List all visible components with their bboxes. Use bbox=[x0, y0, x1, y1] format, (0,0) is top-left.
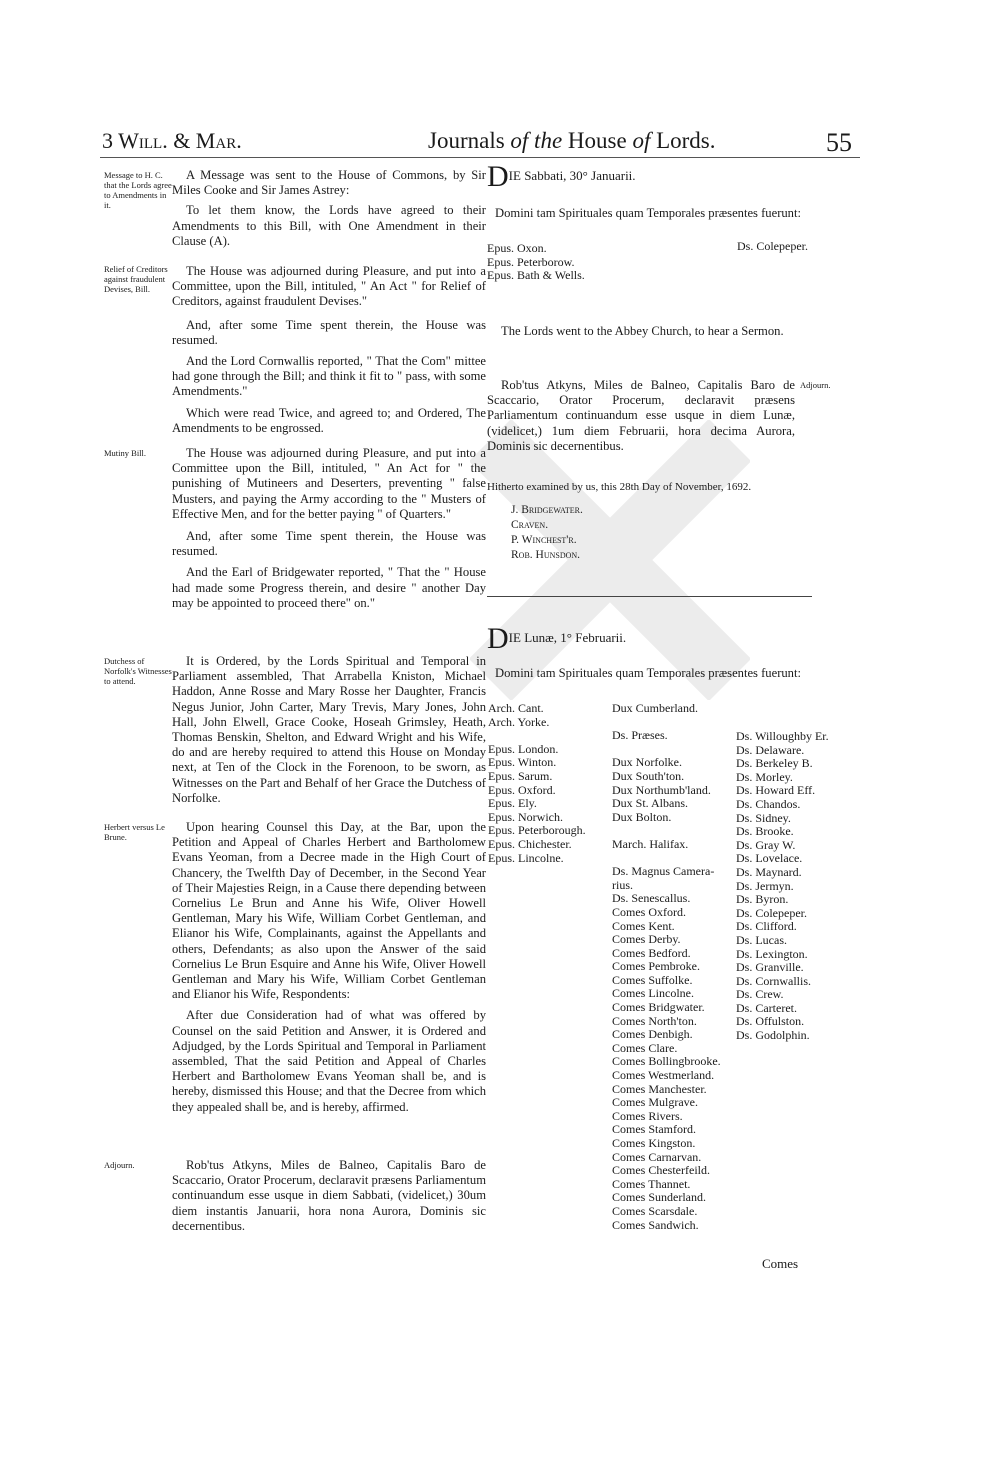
list-item: Dux Norfolke. bbox=[612, 755, 682, 770]
list-item: Comes Sandwich. bbox=[612, 1217, 699, 1232]
drop-initial: D bbox=[487, 622, 509, 655]
list-item: Epus. Chichester. bbox=[488, 836, 572, 851]
list-item: Ds. Maynard. bbox=[736, 864, 802, 879]
list-item: Ds. Cornwallis. bbox=[736, 973, 811, 988]
list-item: Epus. Ely. bbox=[488, 796, 537, 811]
message-block bbox=[172, 168, 486, 249]
list-item: Comes Pembroke. bbox=[612, 959, 700, 974]
header-rule bbox=[100, 157, 860, 158]
list-item: Epus. Oxon. bbox=[487, 241, 547, 255]
list-item: Comes Bollingbrooke. bbox=[612, 1054, 721, 1069]
list-item: Ds. Jermyn. bbox=[736, 878, 794, 893]
list-item: Comes Oxford. bbox=[612, 904, 686, 919]
list-item: Comes Derby. bbox=[612, 932, 681, 947]
margin-note-adjourn-left: Adjourn. bbox=[104, 1160, 135, 1170]
paragraph: Rob'tus Atkyns, Miles de Balneo, Capitalis Baro de Scaccario, Orator Procerum, declaravit præsens Parliamentum continuandum esse usque in diem Lunæ, (videlicet,) 1um diem Februarii, hora decima Aurora, Dominis sic decernentibus. bbox=[487, 378, 795, 453]
margin-note-mutiny: Mutiny Bill. bbox=[104, 448, 147, 458]
list-item: Ds. Delaware. bbox=[736, 742, 805, 757]
list-item: Ds. Chandos. bbox=[736, 796, 801, 811]
title-of-the: of the bbox=[510, 128, 563, 153]
title-of: of bbox=[632, 128, 651, 153]
paragraph: The House was adjourned during Pleasure, and put into a Committee, upon the Bill, intituled, " An Act " for Relief of Creditors, against fraudulent Devises." bbox=[172, 264, 486, 309]
list-item: Epus. Sarum. bbox=[488, 768, 553, 783]
list-item: Ds. Godolphin. bbox=[736, 1028, 810, 1043]
herbert-block bbox=[172, 820, 486, 1115]
list-item: Comes Chesterfeild. bbox=[612, 1163, 710, 1178]
list-item: Ds. Granville. bbox=[736, 960, 804, 975]
present-list-1-left bbox=[487, 242, 585, 283]
list-item: Ds. Præses. bbox=[612, 728, 668, 743]
list-item: Ds. Lexington. bbox=[736, 946, 808, 961]
sermon-paragraph bbox=[487, 324, 809, 339]
attendance-list-bishops bbox=[488, 702, 586, 865]
adjourn-left-block bbox=[172, 1158, 486, 1234]
section-divider bbox=[487, 596, 812, 597]
list-item: Comes Scarsdale. bbox=[612, 1203, 698, 1218]
list-item bbox=[612, 824, 721, 838]
list-item: Ds. Senescallus. bbox=[612, 891, 691, 906]
margin-note-message: Message to H. C. that the Lords agree to Amendments in it. bbox=[104, 170, 172, 210]
mutiny-block bbox=[172, 446, 486, 611]
list-item: Comes Westmerland. bbox=[612, 1068, 715, 1083]
list-item: Ds. Willoughby Er. bbox=[736, 729, 829, 743]
title-lords: Lords. bbox=[656, 128, 716, 153]
domini-heading-2: Domini tam Spirituales quam Temporales præsentes fuerunt: bbox=[495, 666, 801, 680]
list-item: Epus. Bath & Wells. bbox=[487, 268, 585, 283]
list-item: Ds. Lucas. bbox=[736, 932, 787, 947]
list-item: Dux South'ton. bbox=[612, 768, 685, 783]
list-item: March. Halifax. bbox=[612, 836, 689, 851]
paragraph: Rob'tus Atkyns, Miles de Balneo, Capitalis Baro de Scaccario, Orator Procerum, declaravit præsens Parliamentum continuandum esse usque in diem Sabbati, (videlicet,) 30um diem instantis Januarii, hora nona Aurora, Dominis sic decernentibus. bbox=[172, 1158, 486, 1233]
die-text: IE Lunæ, 1° Februarii. bbox=[508, 630, 627, 645]
list-item bbox=[612, 852, 721, 866]
list-item: Comes Kent. bbox=[612, 918, 675, 933]
running-head-regnal-year: 3 Will. & Mar. bbox=[102, 128, 242, 153]
list-item: Epus. London. bbox=[488, 741, 559, 756]
list-item: Epus. Norwich. bbox=[488, 809, 563, 824]
paragraph: A Message was sent to the House of Commons, by Sir Miles Cooke and Sir James Astrey: bbox=[172, 168, 486, 198]
paragraph: And, after some Time spent therein, the House was resumed. bbox=[172, 317, 486, 347]
dutchess-block bbox=[172, 654, 486, 806]
list-item: Epus. Peterborow. bbox=[487, 254, 575, 269]
present-list-1-right bbox=[737, 240, 808, 254]
list-item: Comes Kingston. bbox=[612, 1136, 696, 1150]
die-heading-saturday bbox=[487, 162, 636, 192]
list-item: Comes Suffolke. bbox=[612, 972, 693, 987]
paragraph: And the Lord Cornwallis reported, " That the Com" mittee had gone through the Bill; and think it fit to " pass, with some Amendments." bbox=[172, 354, 486, 399]
list-item: Comes Bedford. bbox=[612, 945, 691, 960]
list-item: Comes Sunderland. bbox=[612, 1190, 706, 1205]
die-text: IE Sabbati, 30° Januarii. bbox=[508, 168, 636, 183]
paragraph: The House was adjourned during Pleasure, and put into a Committee upon the Bill, intituled, " An Act for " the punishing of Mutineers and Deserters, preventing " false Musters, and paying the Army according to the " Musters of Effective Men, and for the better paying " of Quarters." bbox=[172, 446, 486, 521]
list-item: Comes North'ton. bbox=[612, 1013, 697, 1028]
list-item: Epus. Oxford. bbox=[488, 782, 556, 797]
list-item: Ds. Carteret. bbox=[736, 1000, 797, 1015]
title-house: House bbox=[567, 128, 627, 153]
drop-initial: D bbox=[487, 160, 509, 193]
title-journals: Journals bbox=[428, 128, 505, 153]
list-item: Epus. Winton. bbox=[488, 755, 557, 770]
domini-heading-1: Domini tam Spirituales quam Temporales præsentes fuerunt: bbox=[495, 206, 801, 220]
relief-block bbox=[172, 264, 486, 436]
list-item: Ds. Offulston. bbox=[736, 1014, 805, 1029]
list-item bbox=[612, 716, 721, 730]
list-item: rius. bbox=[612, 877, 633, 892]
paragraph: After due Consideration had of what was offered by Counsel on the said Petition and Answer, it is Ordered and Adjudged, by the Lords Spiritual and Temporal in Parliament assembled, That the said Petition and Appeal of Charles Herbert and Bartholomew Evans Yeoman shall be, and is hereby, dismissed this House; and that the Decree from which they appealed shall be, and is hereby, affirmed. bbox=[172, 1008, 486, 1114]
list-item: Comes Carnarvan. bbox=[612, 1149, 702, 1164]
margin-note-dutchess: Dutchess of Norfolk's Witnesses to attend. bbox=[104, 656, 172, 686]
paragraph: It is Ordered, by the Lords Spiritual and Temporal in Parliament assembled, That Arrabella Kniston, Michael Haddon, Anne Rosse and Mary Rosse her Daughter, Francis Negus Junior, John Carter, Mary Trevis, Mary Jones, John Hall, John Elwell, Grace Cooke, Hoseah Grimsley, Heath, Thomas Benskin, Shelton, and Edward Wright and his Wife, do and are hereby required to attend this House on Monday next, at Ten of the Clock in the Forenoon, to be sworn, as Witnesses on the Part and Behalf of her Grace the Dutchess of Norfolke. bbox=[172, 654, 486, 805]
list-item: Comes Mulgrave. bbox=[612, 1095, 698, 1110]
adjourn-right-block bbox=[487, 378, 795, 454]
signature: P. Winchest'r. bbox=[511, 534, 577, 546]
list-item: Ds. Brooke. bbox=[736, 824, 794, 839]
paragraph: And the Earl of Bridgewater reported, " That the " House had made some Progress therein, and desire " another Day may be appointed to proceed there" on." bbox=[172, 565, 486, 610]
list-item: Dux Bolton. bbox=[612, 809, 672, 824]
list-item: Dux Cumberland. bbox=[612, 701, 698, 715]
list-item: Dux St. Albans. bbox=[612, 796, 689, 811]
catchword: Comes bbox=[762, 1256, 799, 1271]
paragraph: Upon hearing Counsel this Day, at the Bar, upon the Petition and Appeal of Charles Herbert and Bartholomew Evans Yeoman, from a Decree made in the High Court of Chancery, the Twelfth Day of December, in the Second Year of Their Majesties Reign, in a Cause there depending between Cornelius Le Brun and Anne his Wife, Oliver Howell Gentleman, Mary his Wife, William Corbet Gentleman, and Elianor his Wife, Complainants, against the Appellants and others, Defendants; as also upon the Answer of the said Cornelius Le Brun Esquire and Anne his Wife, Oliver Howell Gentleman and Mary his Wife, William Corbet Gentleman and Elianor his Wife, Respondents: bbox=[172, 820, 486, 1002]
paragraph: And, after some Time spent therein, the House was resumed. bbox=[172, 529, 486, 559]
signature: Rob. Hunsdon. bbox=[511, 549, 581, 561]
die-heading-monday bbox=[487, 624, 626, 654]
paragraph: Which were read Twice, and agreed to; and Ordered, The Amendments to be engrossed. bbox=[172, 405, 486, 435]
examined-line: Hitherto examined by us, this 28th Day of November, 1692. bbox=[487, 481, 752, 493]
attendance-list-barons bbox=[736, 730, 829, 1043]
paragraph: To let them know, the Lords have agreed to their Amendments to this Bill, with One Amendment in their Clause (A). bbox=[172, 203, 486, 248]
list-item: Ds. Magnus Camera- bbox=[612, 864, 715, 879]
list-item: Ds. Sidney. bbox=[736, 810, 791, 825]
list-item: Ds. Crew. bbox=[736, 987, 784, 1002]
list-item: Ds. Colepeper. bbox=[737, 239, 808, 253]
attendance-list-dukes-earls bbox=[612, 702, 721, 1232]
list-item: Ds. Byron. bbox=[736, 892, 789, 907]
list-item: Ds. Lovelace. bbox=[736, 851, 803, 866]
margin-note-relief: Relief of Creditors against fraudulent Devises, Bill. bbox=[104, 264, 168, 294]
list-item: Comes Rivers. bbox=[612, 1108, 683, 1123]
list-item: Ds. Berkeley B. bbox=[736, 756, 813, 771]
list-item: Comes Manchester. bbox=[612, 1081, 707, 1096]
paragraph: The Lords went to the Abbey Church, to hear a Sermon. bbox=[501, 324, 784, 338]
list-item: Comes Bridgwater. bbox=[612, 1000, 705, 1015]
list-item: Comes Clare. bbox=[612, 1040, 678, 1055]
list-item: Dux Northumb'land. bbox=[612, 782, 711, 797]
page-number: 55 bbox=[826, 128, 852, 157]
running-head-title bbox=[428, 128, 716, 154]
list-item: Arch. Cant. bbox=[488, 701, 544, 715]
list-item: Ds. Colepeper. bbox=[736, 905, 807, 920]
list-item bbox=[488, 729, 586, 743]
list-item: Epus. Lincolne. bbox=[488, 850, 564, 865]
signature: Craven. bbox=[511, 519, 549, 531]
list-item: Comes Stamford. bbox=[612, 1122, 696, 1137]
list-item: Ds. Gray W. bbox=[736, 837, 796, 852]
list-item: Epus. Peterborough. bbox=[488, 823, 586, 838]
list-item: Ds. Clifford. bbox=[736, 919, 797, 934]
signatures bbox=[511, 503, 583, 563]
margin-note-herbert: Herbert versus Le Brune. bbox=[104, 822, 165, 842]
margin-note-adjourn-right: Adjourn. bbox=[800, 380, 831, 390]
list-item: Comes Denbigh. bbox=[612, 1027, 693, 1042]
list-item: Ds. Morley. bbox=[736, 769, 793, 784]
list-item: Comes Thannet. bbox=[612, 1176, 691, 1191]
list-item: Comes Lincolne. bbox=[612, 986, 694, 1001]
signature: J. Bridgewater. bbox=[511, 504, 583, 516]
list-item bbox=[612, 743, 721, 757]
list-item: Ds. Howard Eff. bbox=[736, 783, 816, 798]
list-item: Arch. Yorke. bbox=[488, 714, 550, 729]
